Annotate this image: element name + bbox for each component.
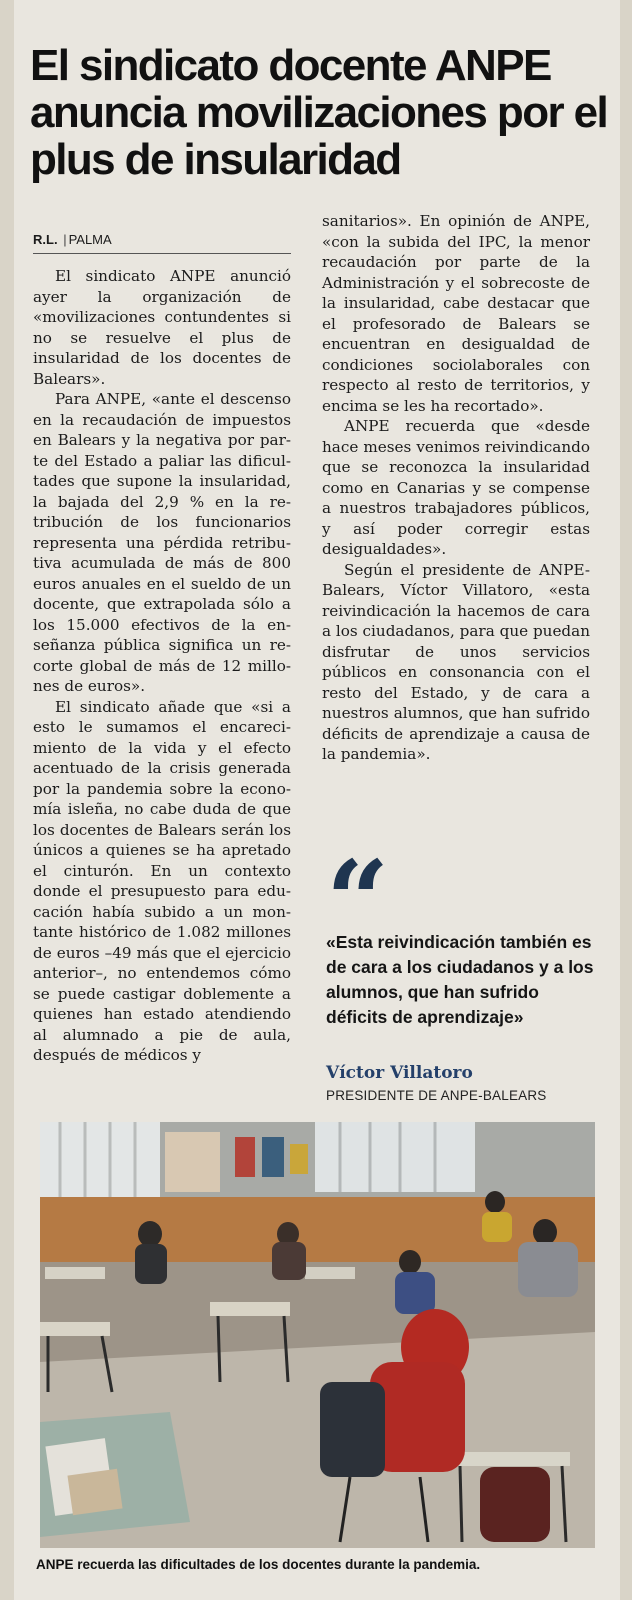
pull-quote-text: «Esta reivindicación también es de cara a los ciudadanos y a los alumnos, que han sufrido déficits de aprendizaje» [326,932,594,1027]
paragraph: ANPE recuerda que «desde hace meses venimos reivindicando que se reconozca la insularidad como en Canarias y se compense a nuestros trabajadores públicos, y así poder corregir estas desigualdades». [322,417,590,558]
byline-author: R.L. [33,232,58,247]
previous-article-fragment [22,0,142,10]
classroom-photo [40,1122,595,1548]
pull-quote-author: Víctor Villatoro [326,1063,473,1083]
classroom-illustration [40,1122,595,1548]
pull-quote-role: PRESIDENTE DE ANPE-BALEARS [326,1088,547,1103]
paragraph: Según el presidente de ANPE-Balears, Víctor Villatoro, «esta reivindicación la hacemos de cara a los ciudadanos, para que puedan disfrutar de unos servicios públicos en consonancia con el resto del Estado, y de cara a nuestros alumnos, que han sufrido déficits de aprendizaje a causa de la pandemia». [322,560,590,763]
article-column-right [322,211,590,765]
paragraph: Para ANPE, «ante el descenso en la recaudación de impuestos en Balears y la negativa por parte del Estado a paliar las dificultades que supone la insularidad, la bajada del 2,9 % en la retribución de los funcionarios representa una pérdida retributiva acumulada de más de 800 euros anuales en el sueldo de un docente, que extrapolada sólo a los 15.000 efectivos de la enseñanza pública significa un recorte global de más de 12 millones de euros». [33,390,291,695]
photo-caption: ANPE recuerda las dificultades de los docentes durante la pandemia. [36,1557,481,1572]
paragraph: sanitarios». En opinión de ANPE, «con la subida del IPC, la menor recaudación por parte de la Administración y el sobrecoste de la insularidad, cabe destacar que el profesorado de Balears se encuentran en desigualdad de condiciones sociolaborales con respecto al resto de territorios, y encima se les ha recortado». [322,212,590,415]
article-column-left [33,266,291,1066]
paragraph: El sindicato ANPE anunció ayer la organización de «movilizaciones contundentes si no se resuelve el plus de insularidad de los docentes de Balears». [33,267,291,388]
paragraph: El sindicato añade que «si a esto le sumamos el encarecimiento de la vida y el efecto acentuado de la crisis generada por la pandemia sobre la economía isleña, no cabe duda de que los docentes de Balears serán los únicos a quienes se ha apretado el cinturón. En un contexto donde el presupuesto para educación había subido a un montante histórico de 1.082 millones de euros –49 más que el ejercicio anterior–, no entendemos cómo se puede castigar doblemente a quienes han estado atendiendo al alumnado a pie de aula, después de médicos y [33,697,291,1064]
quote-mark-icon: “ [326,836,390,965]
headline: El sindicato docente ANPE anuncia movilizaciones por el plus de insularidad [30,41,608,184]
byline-location: PALMA [68,232,112,247]
byline-separator: | [63,232,67,247]
byline [33,232,291,254]
